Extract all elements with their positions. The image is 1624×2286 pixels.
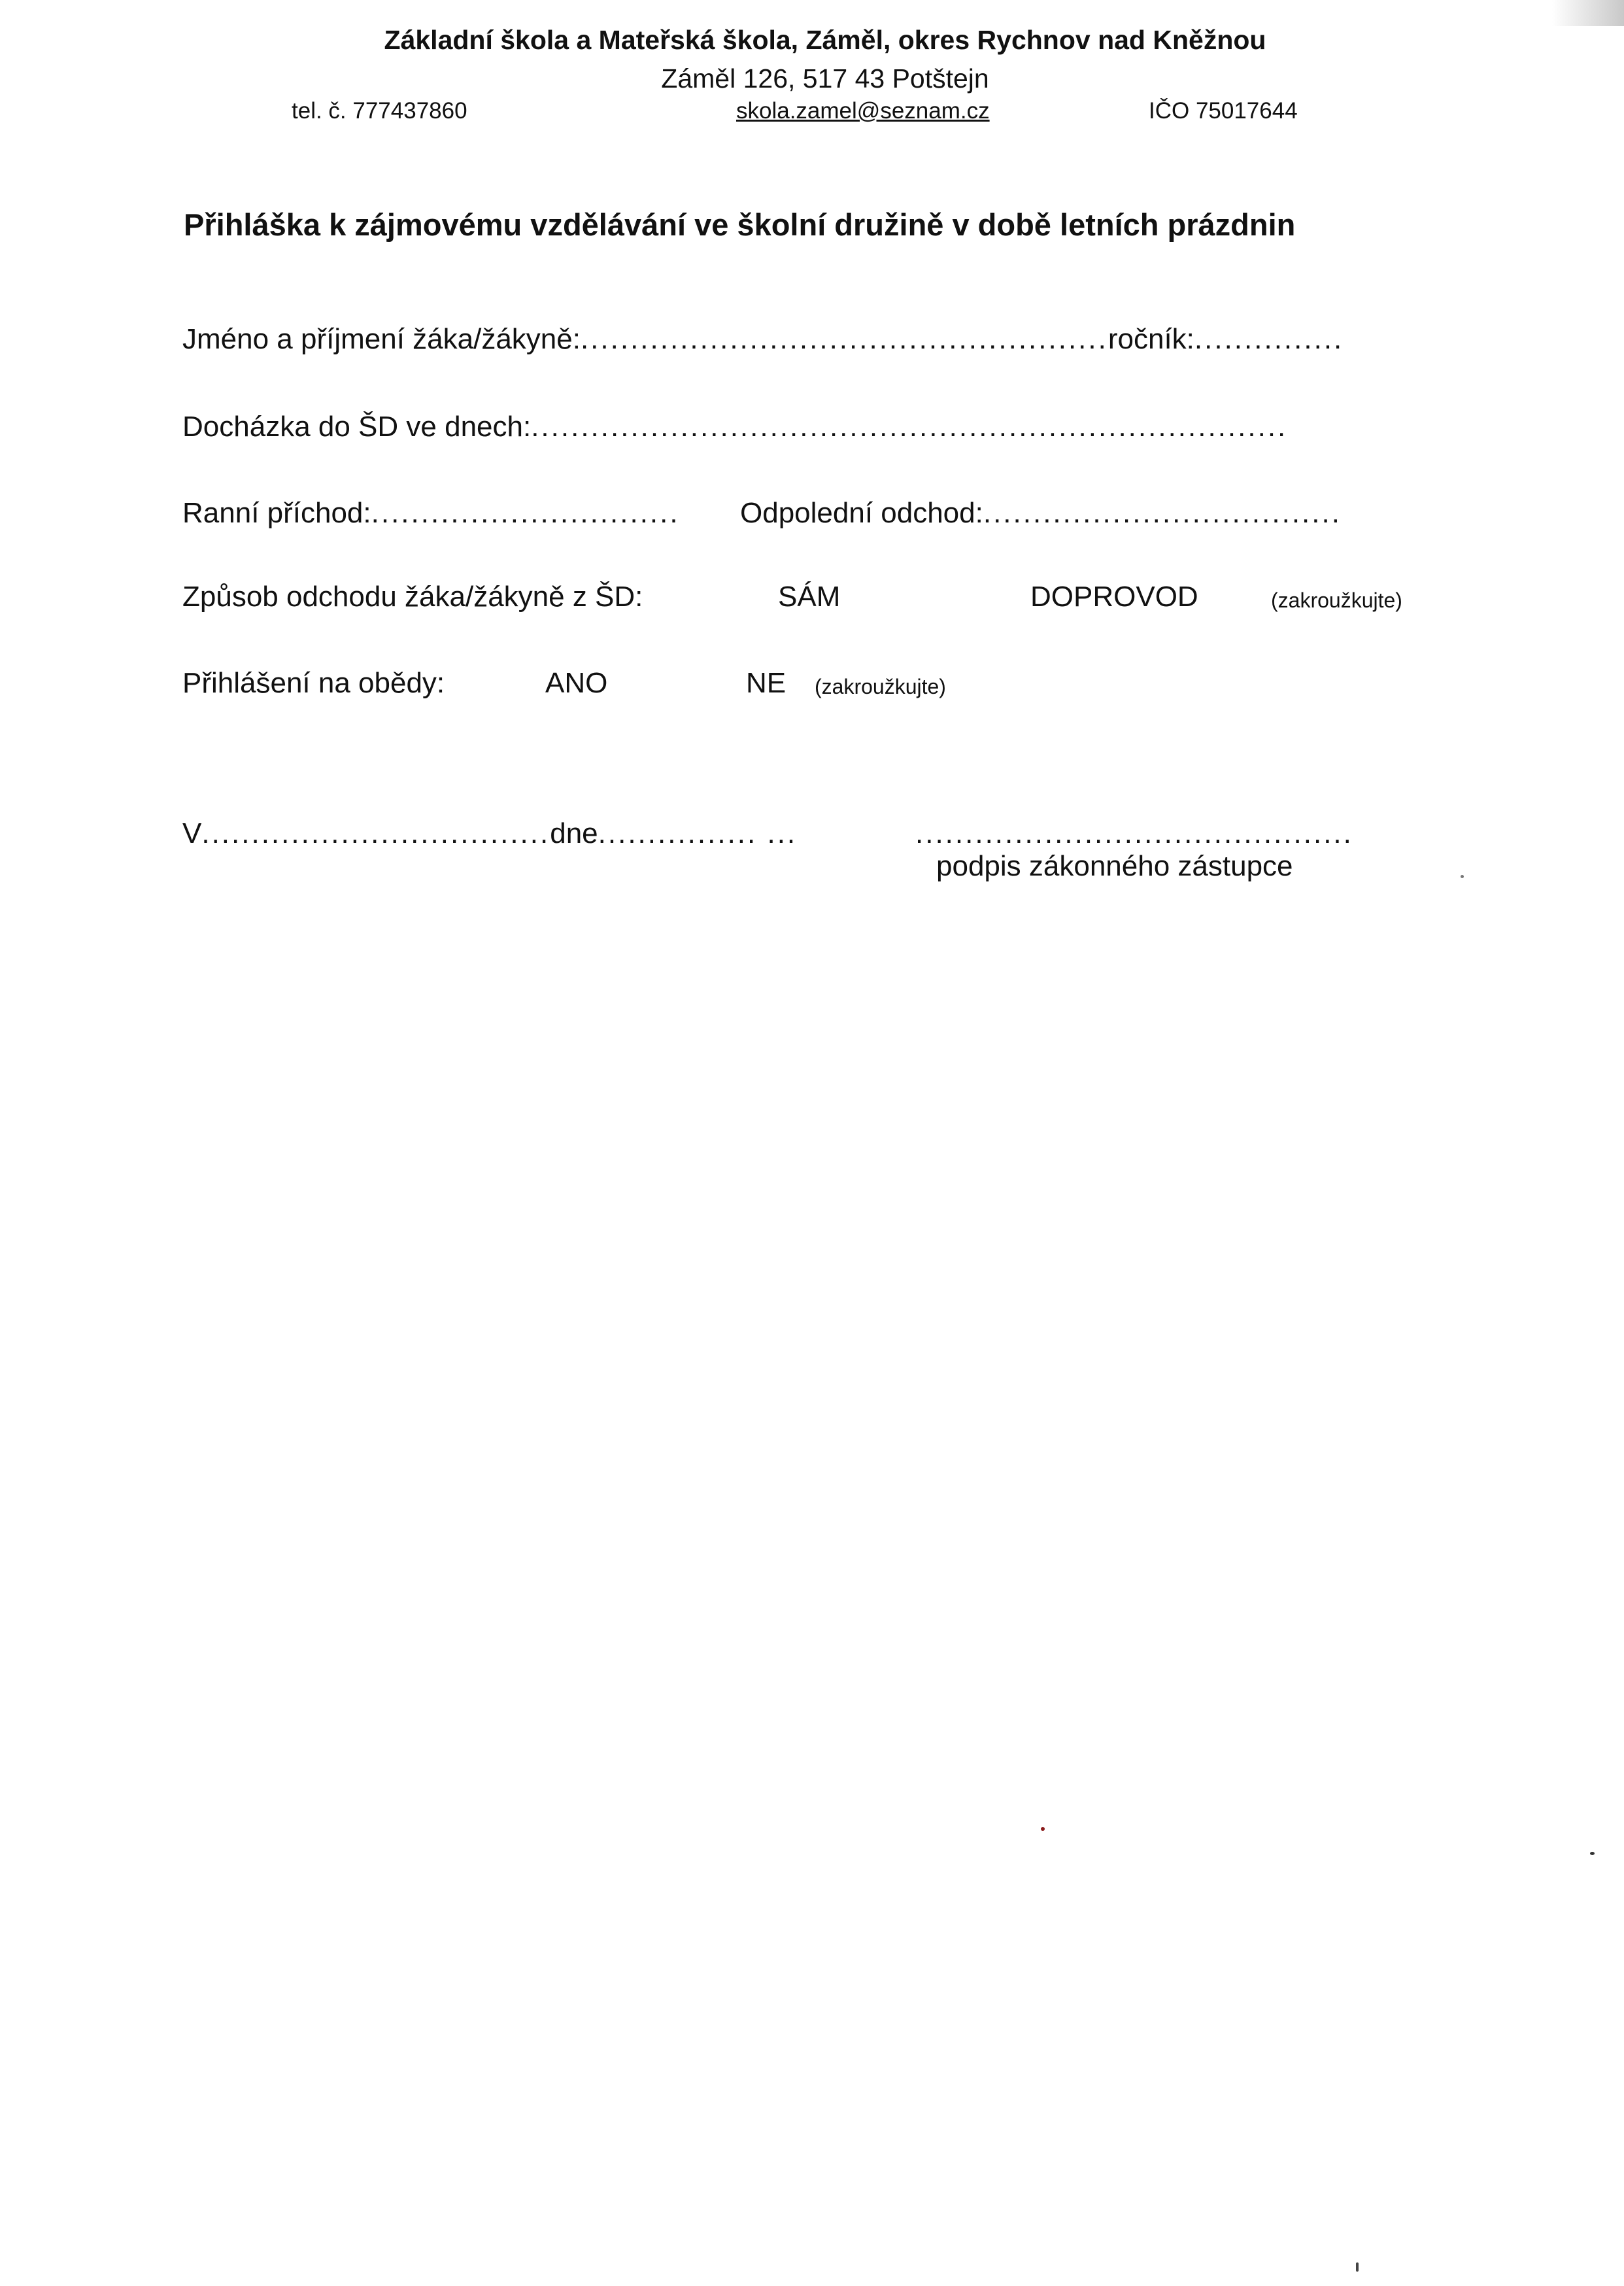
name-field[interactable]: ..................................................... [580,323,1108,355]
email-link[interactable]: skola.zamel@seznam.cz [736,98,990,124]
grade-label: ročník: [1108,323,1194,355]
date-label: dne [550,817,598,849]
departure-option-alone[interactable]: SÁM [778,581,841,613]
phone-number: tel. č. 777437860 [292,98,467,124]
name-grade-row [182,323,1344,356]
grade-field[interactable]: ............... [1194,323,1344,355]
scan-speck [1041,1827,1045,1831]
attendance-label: Docházka do ŠD ve dnech: [182,411,532,443]
scan-speck [1590,1852,1595,1855]
place-date-line [182,817,797,850]
afternoon-departure-group [740,497,1342,530]
signature-caption: podpis zákonného zástupce [936,850,1293,882]
attendance-field[interactable]: ............................................................................ [531,411,1288,443]
morning-arrival-group [182,497,680,530]
place-field[interactable]: ................................... [201,817,550,849]
school-address: Záměl 126, 517 43 Potštejn [661,63,989,94]
morning-arrival-label: Ranní příchod: [182,497,371,529]
signature-field[interactable]: ............................................ [915,817,1353,849]
scan-speck [1461,875,1464,878]
place-prefix: V [182,817,202,849]
afternoon-departure-field[interactable]: .................................... [983,497,1342,529]
date-field[interactable]: ................ ... [598,817,798,849]
departure-option-escort[interactable]: DOPROVOD [1030,581,1198,613]
name-label: Jméno a příjmení žáka/žákyně: [182,323,581,355]
departure-hint: (zakroužkujte) [1271,589,1402,612]
company-id: IČO 75017644 [1149,98,1298,124]
afternoon-departure-label: Odpolední odchod: [740,497,983,529]
morning-arrival-field[interactable]: ............................... [371,497,680,529]
lunch-option-yes[interactable]: ANO [545,667,608,699]
lunch-hint: (zakroužkujte) [815,675,946,698]
form-title: Přihláška k zájmovému vzdělávání ve školní družině v době letních prázdnin [184,207,1296,242]
scan-speck [1356,2262,1359,2272]
lunch-option-no[interactable]: NE [746,667,787,699]
departure-method-label: Způsob odchodu žáka/žákyně z ŠD: [182,581,643,613]
scan-corner-shade [1552,0,1624,26]
school-name: Základní škola a Mateřská škola, Záměl, okres Rychnov nad Kněžnou [384,25,1266,55]
attendance-row [182,411,1287,443]
lunch-label: Přihlášení na obědy: [182,667,445,699]
